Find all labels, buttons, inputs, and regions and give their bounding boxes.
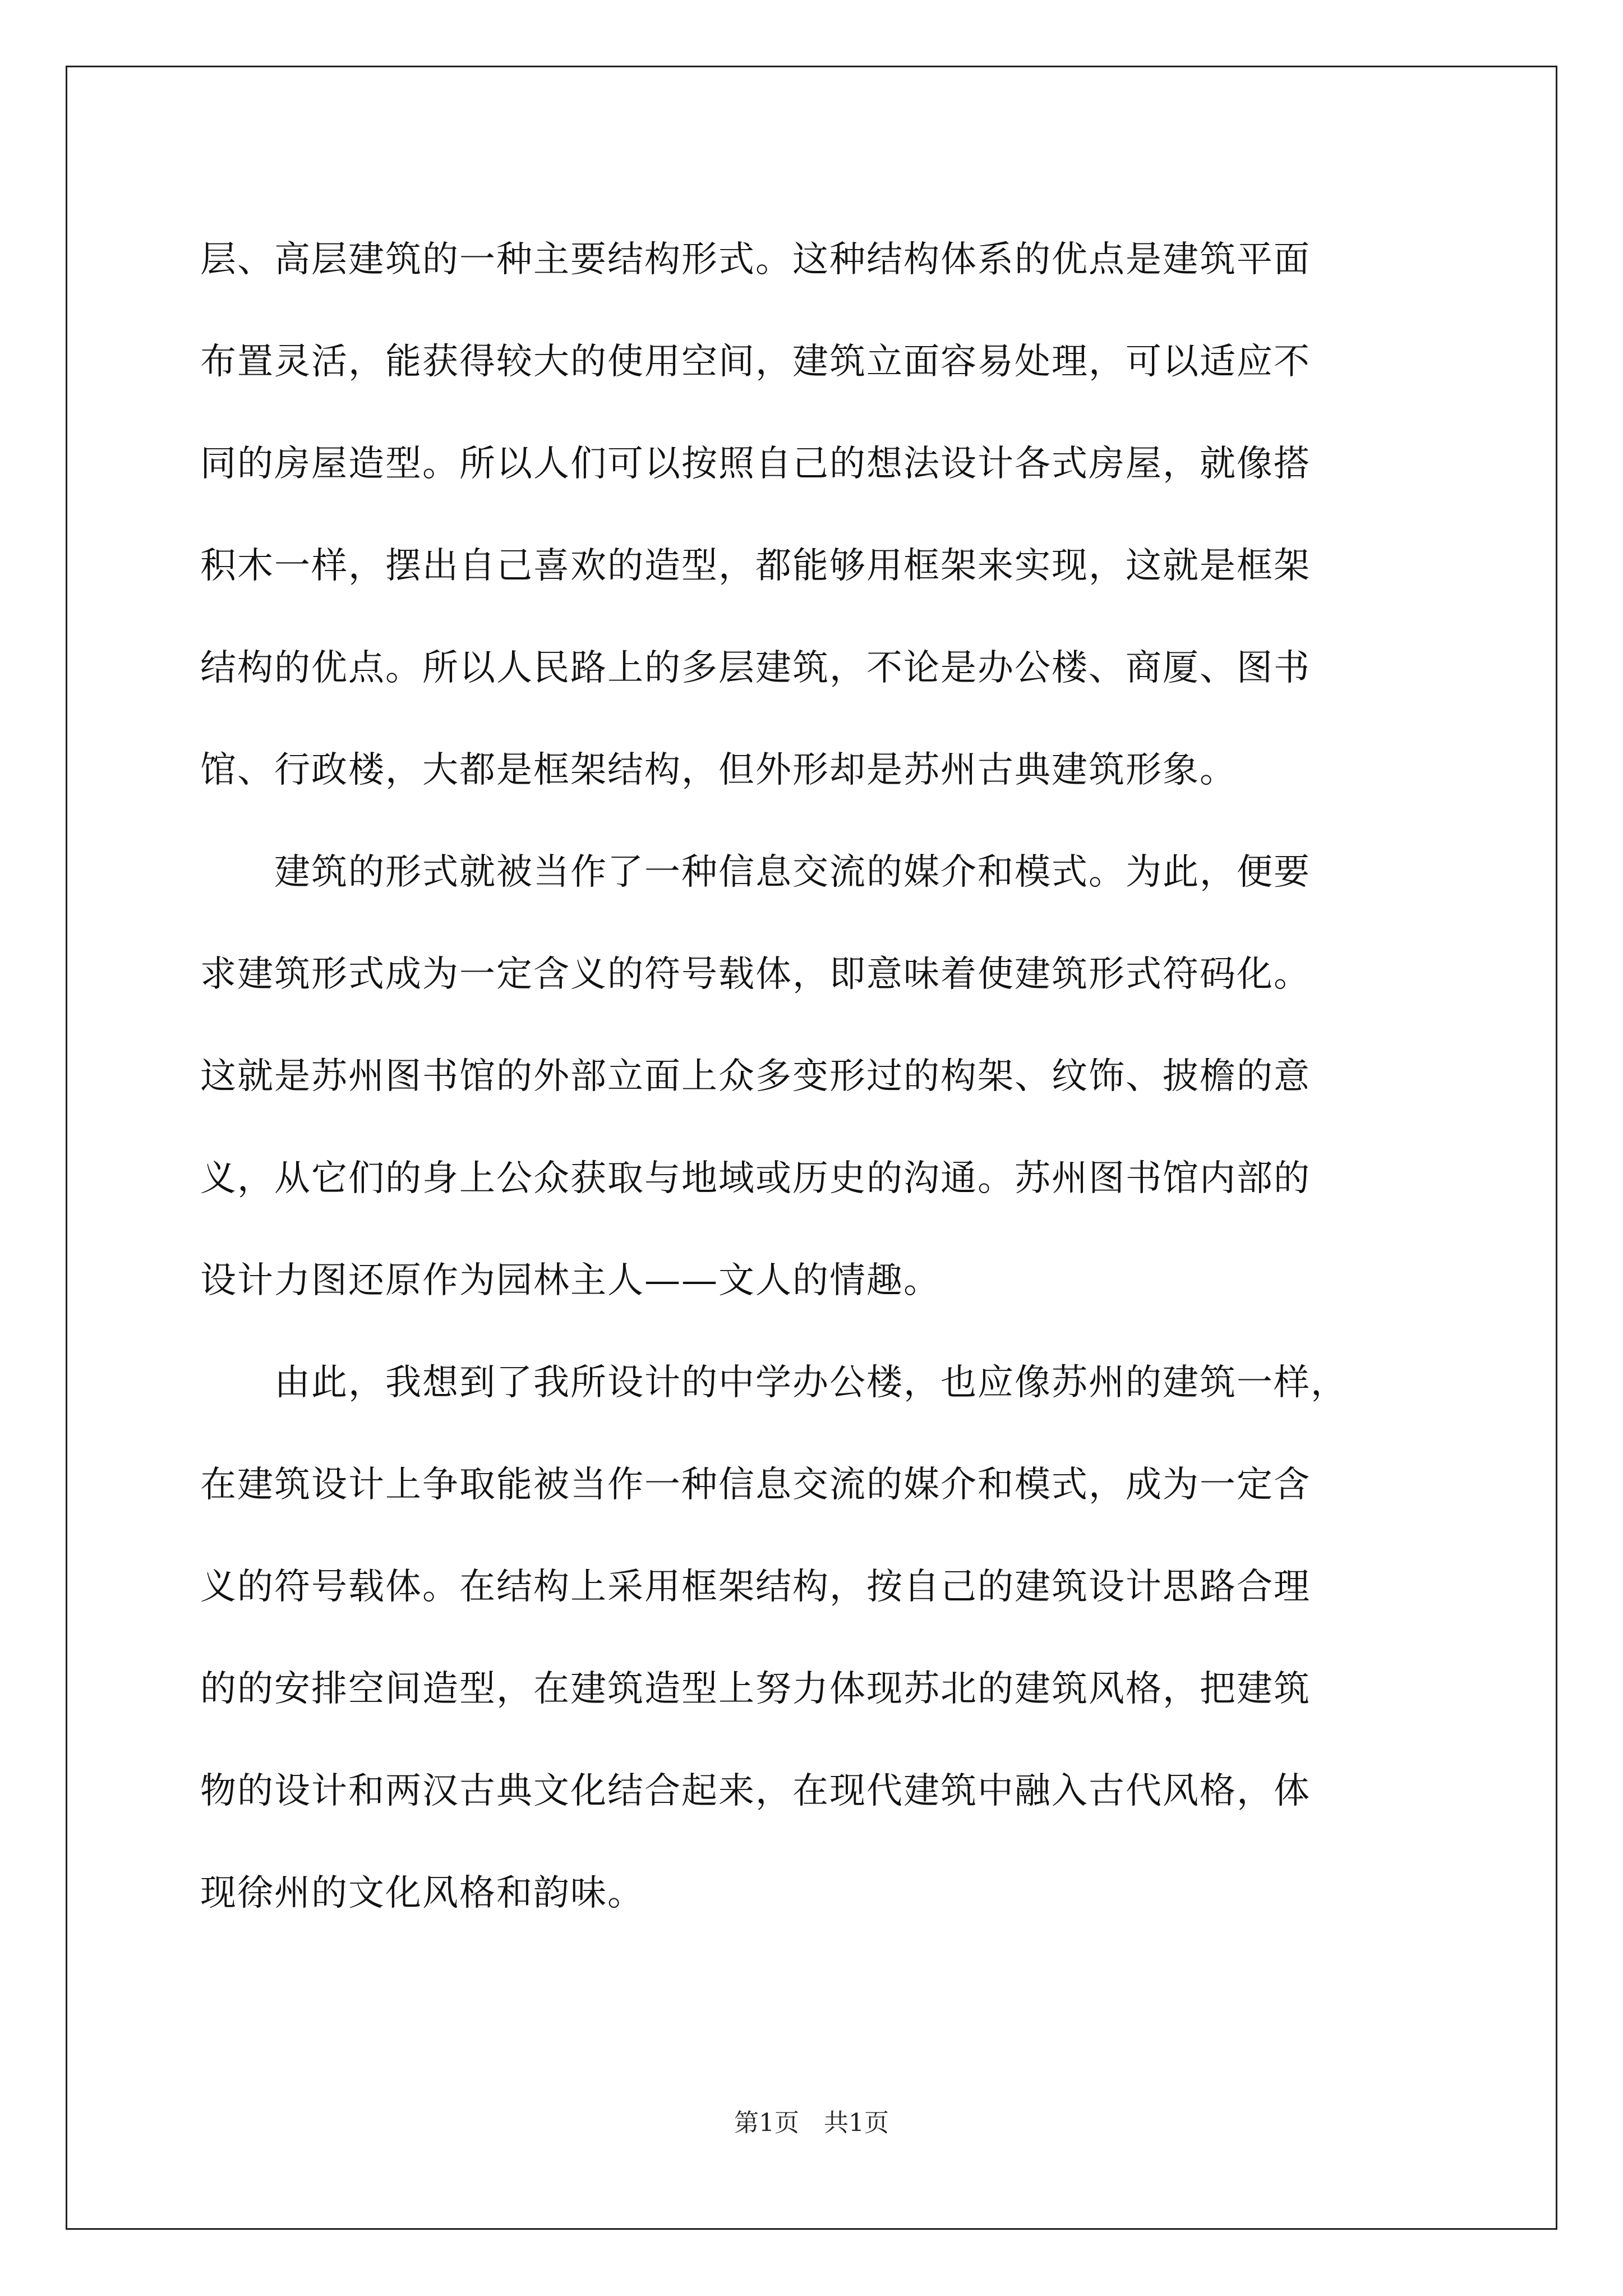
text-line: 求建筑形式成为一定含义的符号载体，即意味着使建筑形式符码化。 xyxy=(200,954,1311,995)
text-line: 设计力图还原作为园林主人——文人的情趣。 xyxy=(200,1260,940,1301)
text-line: 建筑的形式就被当作了一种信息交流的媒介和模式。为此，便要 xyxy=(200,852,1311,893)
text-line: 这就是苏州图书馆的外部立面上众多变形过的构架、纹饰、披檐的意 xyxy=(200,1056,1311,1097)
paragraph-3 xyxy=(200,1332,1434,1944)
text-line: 义，从它们的身上公众获取与地域或历史的沟通。苏州图书馆内部的 xyxy=(200,1158,1311,1199)
page-number-label: 第1页 共1页 xyxy=(734,2109,889,2137)
text-line: 在建筑设计上争取能被当作一种信息交流的媒介和模式，成为一定含 xyxy=(200,1464,1311,1506)
text-line: 的的安排空间造型，在建筑造型上努力体现苏北的建筑风格，把建筑 xyxy=(200,1668,1311,1710)
text-line: 层、高层建筑的一种主要结构形式。这种结构体系的优点是建筑平面 xyxy=(200,239,1311,280)
paragraph-2 xyxy=(200,821,1434,1332)
text-line: 物的设计和两汉古典文化结合起来，在现代建筑中融入古代风格，体 xyxy=(200,1770,1311,1812)
text-line: 布置灵活，能获得较大的使用空间，建筑立面容易处理，可以适应不 xyxy=(200,341,1311,383)
text-line: 馆、行政楼，大都是框架结构，但外形却是苏州古典建筑形象。 xyxy=(200,749,1237,791)
paragraph-1 xyxy=(200,209,1434,821)
text-line: 积木一样，摆出自己喜欢的造型，都能够用框架来实现，这就是框架 xyxy=(200,545,1311,587)
text-line: 同的房屋造型。所以人们可以按照自己的想法设计各式房屋，就像搭 xyxy=(200,443,1311,485)
page-footer xyxy=(0,2106,1623,2140)
text-line: 现徐州的文化风格和韵味。 xyxy=(200,1872,644,1914)
text-line: 结构的优点。所以人民路上的多层建筑，不论是办公楼、商厦、图书 xyxy=(200,647,1311,689)
text-line: 由此，我想到了我所设计的中学办公楼，也应像苏州的建筑一样， xyxy=(200,1362,1348,1404)
text-line: 义的符号载体。在结构上采用框架结构，按自己的建筑设计思路合理 xyxy=(200,1566,1311,1608)
document-body xyxy=(200,209,1434,1944)
